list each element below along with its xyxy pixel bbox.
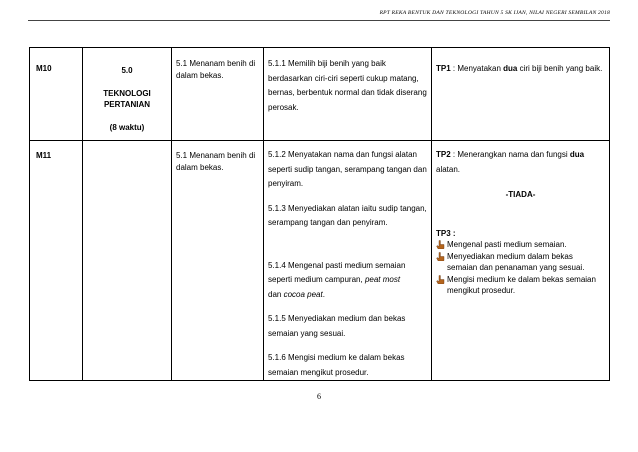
standard-title-line1: TEKNOLOGI [103,88,151,98]
performance-levels [432,141,609,297]
standard-block [83,48,171,133]
tp3-item: Mengenal pasti medium semaian. [447,240,567,249]
tp3-item: Menyediakan medium dalam bekas semaian dan penanaman yang sesuai. [447,251,585,272]
standard-duration: (8 waktu) [109,122,145,132]
hand-pointer-icon [436,251,447,261]
table-row [30,48,610,141]
tp3-item: Mengisi medium ke dalam bekas semaian mengikut prosedur. [447,274,596,295]
learning-text: 5.1.4 Mengenal pasti medium semaian seperti medium campuran, [268,260,406,284]
document-header: RPT REKA BENTUK DAN TEKNOLOGI TAHUN 5 SK IJAN, NILAI NEGERI SEMBILAN 2018 [379,10,610,16]
no-performance-note: -TIADA- [505,190,536,199]
standard-title-line2: PERTANIAN [103,100,151,109]
learning-standard-5-1-3: 5.1.3 Menyediakan alatan iaitu sudip tangan, serampang tangan dan penyiram. [268,203,427,227]
standard-cell [83,141,172,381]
tp-emphasis: dua [569,150,585,159]
performance-cell [432,48,610,141]
list-item [436,239,605,251]
tp-text: ciri biji benih yang baik. [517,64,603,73]
performance-tp3-label: TP3 : [436,228,456,238]
header-divider [28,20,610,21]
week-label: M10 [36,64,52,73]
content-standard-cell [172,48,264,141]
learning-standard-cell [264,48,432,141]
content-standard-text: 5.1 Menanam benih di dalam bekas. [176,59,256,80]
week-label: M11 [36,151,52,160]
list-item [436,251,605,274]
learning-italic: peat most [364,275,401,284]
hand-pointer-icon [436,239,447,249]
tp-text: alatan. [436,164,461,174]
learning-standard-5-1-4 [268,259,427,303]
learning-standard-5-1-5: 5.1.5 Menyediakan medium dan bekas semaian yang sesuai. [268,314,406,338]
learning-standard-5-1-2: 5.1.2 Menyatakan nama dan fungsi alatan seperti sudip tangan, serampang tangan dan penyiram. [268,150,427,188]
content-standard-cell [172,141,264,381]
performance-tp1 [432,48,609,75]
page-number: 6 [317,392,321,401]
learning-standards [264,141,431,380]
hand-pointer-icon [436,274,447,284]
week-cell [30,141,83,381]
tp-text: : Menerangkan nama dan fungsi [450,150,570,159]
learning-standard-5-1-1: 5.1.1 Memilih biji benih yang baik berdasarkan ciri-ciri seperti cukup matang, bernas, berbentuk normal dan tidak diserang perosak. [268,59,427,112]
performance-tp2 [436,148,605,177]
learning-text: dan [268,289,284,299]
tp-text: : Menyatakan [450,64,504,73]
tp-level: TP2 [436,150,451,159]
lesson-plan-table [29,47,610,381]
standard-cell [83,48,172,141]
table-row [30,141,610,381]
tp-emphasis: dua [503,64,518,73]
learning-standard-cell [264,141,432,381]
learning-standard-5-1-6: 5.1.6 Mengisi medium ke dalam bekas semaian mengikut prosedur. [268,353,405,377]
learning-italic: cocoa peat [283,289,323,299]
content-standard-text: 5.1 Menanam benih di dalam bekas. [176,151,256,172]
performance-cell [432,141,610,381]
week-cell [30,48,83,141]
list-item [436,274,605,297]
learning-text: . [322,289,325,299]
tp-level: TP1 [436,64,451,73]
standard-code: 5.0 [121,66,133,75]
